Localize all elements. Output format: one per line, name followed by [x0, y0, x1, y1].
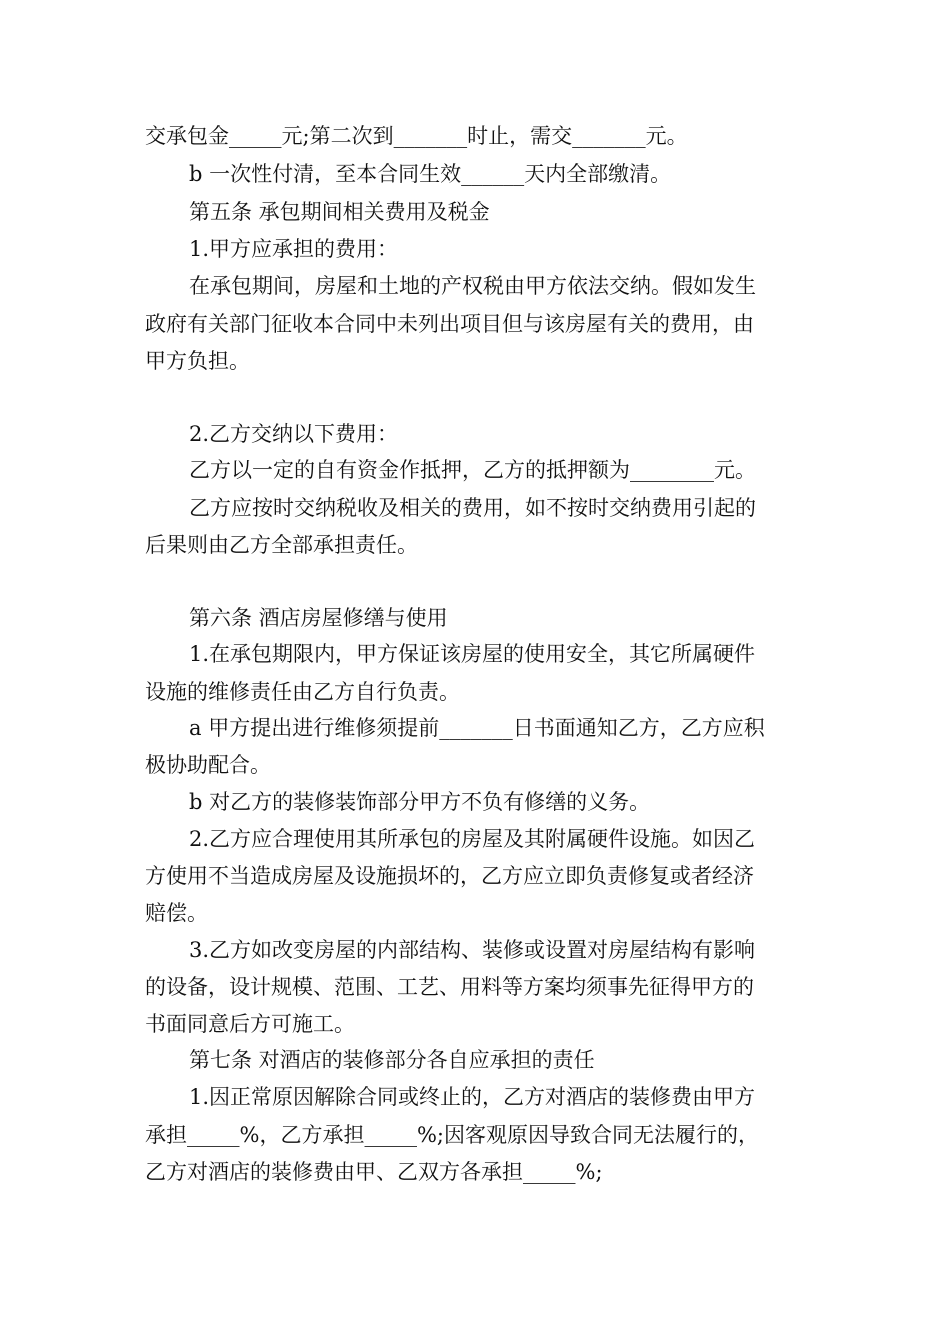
- paragraph-line: 甲方负担。: [145, 349, 250, 373]
- paragraph-line: 乙方以一定的自有资金作抵押，乙方的抵押额为________元。: [189, 458, 756, 482]
- paragraph-line: 后果则由乙方全部承担责任。: [145, 533, 418, 557]
- paragraph-line: 乙方应按时交纳税收及相关的费用，如不按时交纳费用引起的: [189, 496, 756, 520]
- paragraph-line: 1.在承包期限内，甲方保证该房屋的使用安全，其它所属硬件: [189, 642, 756, 666]
- section-heading: 第六条 酒店房屋修缮与使用: [189, 606, 448, 630]
- paragraph-line: 书面同意后方可施工。: [145, 1012, 355, 1036]
- paragraph-line: 1.因正常原因解除合同或终止的，乙方对酒店的装修费由甲方: [189, 1085, 756, 1109]
- paragraph-line: 方使用不当造成房屋及设施损坏的，乙方应立即负责修复或者经济: [145, 864, 754, 888]
- paragraph-line: b 一次性付清，至本合同生效______天内全部缴清。: [189, 162, 672, 186]
- paragraph-line: 赔偿。: [145, 901, 208, 925]
- paragraph-line: b 对乙方的装修装饰部分甲方不负有修缮的义务。: [189, 790, 651, 814]
- paragraph-line: 设施的维修责任由乙方自行负责。: [145, 680, 460, 704]
- paragraph-line: 2.乙方交纳以下费用：: [189, 422, 399, 446]
- section-heading: 第五条 承包期间相关费用及税金: [189, 200, 490, 224]
- paragraph-line: a 甲方提出进行维修须提前_______日书面通知乙方，乙方应积: [189, 716, 765, 740]
- paragraph-line: 的设备，设计规模、范围、工艺、用料等方案均须事先征得甲方的: [145, 975, 754, 999]
- paragraph-line: 3.乙方如改变房屋的内部结构、装修或设置对房屋结构有影响: [189, 938, 756, 962]
- paragraph-line: 1.甲方应承担的费用：: [189, 237, 399, 261]
- paragraph-line: 政府有关部门征收本合同中未列出项目但与该房屋有关的费用，由: [145, 312, 754, 336]
- paragraph-line: 交承包金_____元;第二次到_______时止，需交_______元。: [145, 124, 688, 148]
- paragraph-line: 乙方对酒店的装修费由甲、乙双方各承担_____%;: [145, 1160, 603, 1184]
- paragraph-line: 在承包期间，房屋和土地的产权税由甲方依法交纳。假如发生: [189, 274, 756, 298]
- paragraph-line: 承担_____%，乙方承担_____%;因客观原因导致合同无法履行的，: [145, 1123, 759, 1147]
- section-heading: 第七条 对酒店的装修部分各自应承担的责任: [189, 1048, 595, 1072]
- paragraph-line: 2.乙方应合理使用其所承包的房屋及其附属硬件设施。如因乙: [189, 827, 756, 851]
- paragraph-line: 极协助配合。: [145, 753, 271, 777]
